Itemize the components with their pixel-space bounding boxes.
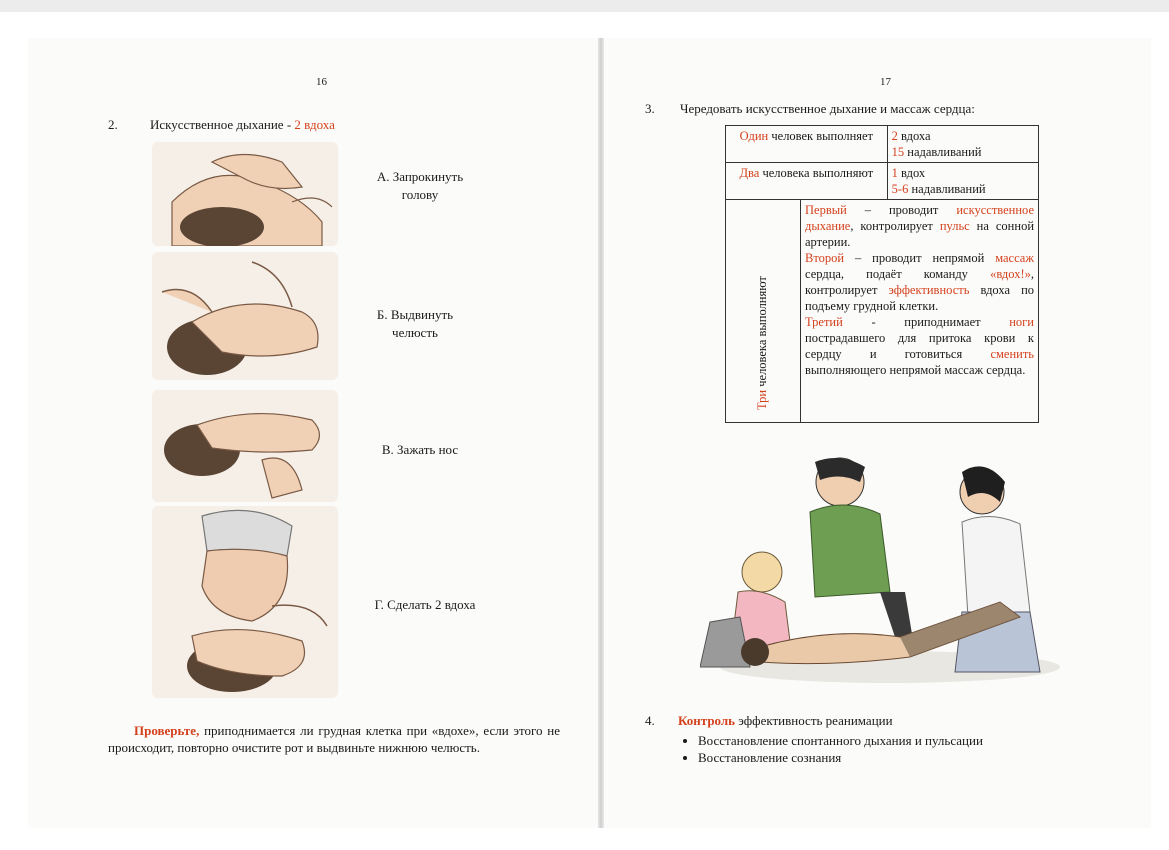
- step-2-number: 2.: [108, 117, 118, 132]
- role-second: Второй – проводит непрямой массаж сердца, подаёт команду «вдох!», контролирует эффективность вдоха по подъему грудной клетки.: [805, 251, 1035, 313]
- rescuers-table: [725, 125, 1039, 423]
- list-item: • Восстановление сознания: [698, 749, 983, 766]
- figure-jaw-thrust: [152, 252, 338, 380]
- list-item: • Восстановление спонтанного дыхания и пульсации: [698, 732, 983, 749]
- table-cell-three-roles: [801, 200, 1039, 423]
- caption-d: Г. Сделать 2 вдоха: [374, 597, 476, 612]
- table-cell-one-label: Один человек выполняет: [726, 126, 888, 163]
- table-row: [726, 163, 1039, 200]
- table-cell-two-label: Два человека выполняют: [726, 163, 888, 200]
- figure-three-rescuers: [700, 452, 1080, 690]
- check-paragraph: Проверьте, приподнимается ли грудная клетка при «вдохе», если этого не происходит, повторно очистите рот и выдвиньте нижнюю челюсть.: [108, 723, 560, 755]
- table-cell-three-label: [726, 200, 801, 423]
- step-3-number: 3.: [645, 101, 655, 116]
- scan-edge: [0, 0, 1169, 12]
- page-number-right: 17: [880, 76, 891, 88]
- table-cell-two-value: 1 вдох 5-6 надавливаний: [887, 163, 1038, 200]
- three-rescuers-vertical-label: Три человека выполняют: [755, 276, 769, 410]
- figure-tilt-head: [152, 142, 338, 246]
- step-4-number: 4.: [645, 713, 655, 728]
- role-third: Третий - приподнимает ноги пострадавшего для притока крови к сердцу и готовиться сменить выполняющего непрямой массаж сердца.: [805, 315, 1034, 377]
- caption-a: А. Запрокинуть голову: [376, 169, 464, 202]
- step-3-title: Чередовать искусственное дыхание и массаж сердца:: [680, 101, 975, 116]
- step-2-title: Искусственное дыхание - 2 вдоха: [150, 117, 335, 132]
- table-row: [726, 126, 1039, 163]
- table-row: [726, 200, 1039, 423]
- caption-b: Б. Выдвинуть челюсть: [376, 307, 454, 340]
- caption-c: В. Зажать нос: [381, 442, 459, 457]
- table-cell-one-value: 2 вдоха 15 надавливаний: [887, 126, 1038, 163]
- figure-two-breaths: [152, 506, 338, 698]
- figure-pinch-nose: [152, 390, 338, 502]
- book-gutter: [598, 38, 604, 828]
- page-number-left: 16: [316, 76, 327, 88]
- role-first: Первый – проводит искусственное дыхание, контролирует пульс на сонной артерии.: [805, 203, 1035, 249]
- step-4-title: Контроль эффективность реанимации: [678, 713, 893, 728]
- recovery-signs-list: [680, 732, 983, 766]
